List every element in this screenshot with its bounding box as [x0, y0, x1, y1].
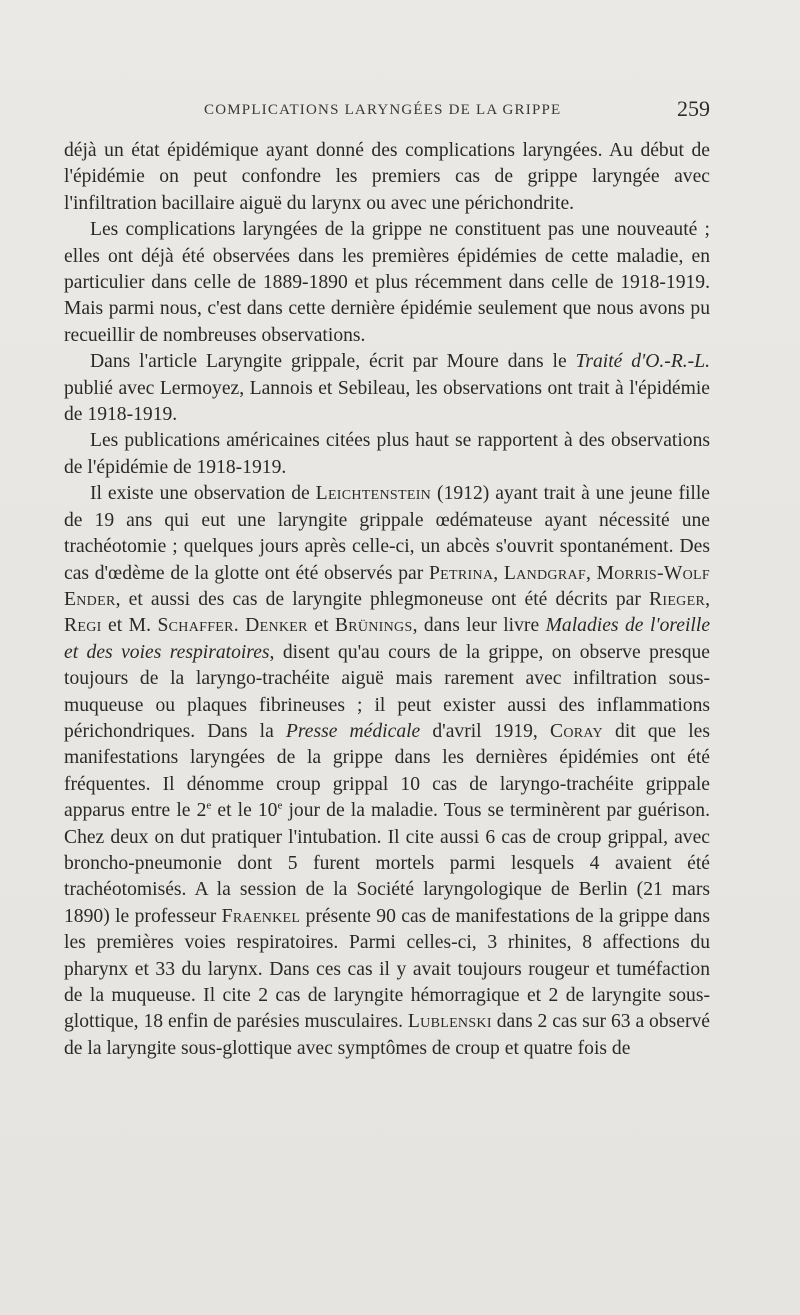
text-run: , disent qu'au cours de la grippe, on observe presque toujours de la laryngo-trachéite aiguë mais rarement avec infiltration sous-muqueuse ou plaques fibrineuses ; il peut exister aussi des inflammations périchondriques. Dans la: [64, 641, 710, 742]
text-run: dit que les manifestations laryngées de la grippe dans les dernières épidémies ont été fréquentes. Il dénomme croup grippal 10 cas de laryngo-trachéite grippale apparus entre le 2: [64, 720, 711, 822]
text-run: ,: [705, 588, 710, 610]
author-name: Petrina: [428, 562, 494, 584]
text-run: et M.: [101, 615, 158, 637]
text-run: présente 90 cas de manifestations de la grippe dans les premières voies respiratoires. Parmi celles-ci, 3 rhinites, 8 affections du pharynx et 33 du larynx. Dans ces cas il y avait toujours rougeur et tuméfaction de la muqueuse. Il cite 2 cas de laryngite hémorragique et 2 de laryngite sous-glottique, 18 enfin de parésies musculaires.: [64, 905, 710, 1033]
page-header: [64, 96, 710, 126]
author-name: Coray: [549, 720, 603, 742]
text-run: , dans leur livre: [412, 615, 546, 637]
text-run: d'avril 1919,: [420, 720, 550, 742]
page-number: 259: [677, 96, 710, 121]
author-name: Leichtenstein: [315, 483, 432, 505]
author-name: Rieger: [649, 588, 706, 610]
superscript: e: [277, 799, 283, 812]
author-name: Lublenski: [407, 1011, 492, 1033]
text-run: et: [307, 615, 335, 637]
text-run: .: [233, 615, 246, 637]
paragraph-5: [64, 481, 710, 1062]
author-name: Regi: [64, 615, 102, 637]
paragraph-1: déjà un état épidémique ayant donné des complications laryngées. Au début de l'épidémie on peut confondre les premiers cas de grippe laryngée avec l'infiltration bacillaire aiguë du larynx ou avec une périchondrite.: [64, 140, 710, 214]
author-name: Schaffer: [157, 615, 234, 637]
book-title: Traité d'O.-R.-L.: [575, 351, 711, 373]
paragraph-4: Les publications américaines citées plus haut se rapportent à des observations de l'épidémie de 1918-1919.: [64, 430, 710, 478]
text-run: ,: [585, 562, 597, 584]
paragraph-2: Les complications laryngées de la grippe ne constituent pas une nouveauté ; elles ont déjà été observées dans les premières épidémies de cette maladie, en particulier dans celle de 1889-1890 et plus récemment dans celle de 1918-1919. Mais parmi nous, c'est dans cette dernière épidémie seulement que nous avons pu recueillir de nombreuses observations.: [64, 219, 710, 346]
book-title: Maladies de l'oreille et des voies respiratoires: [64, 615, 711, 663]
text-run: dans 2 cas sur 63 a observé de la laryngite sous-glottique avec symptômes de croup et quatre fois de: [64, 1011, 710, 1059]
author-name: Fraenkel: [221, 905, 301, 927]
text-run: et le 10: [211, 800, 278, 822]
text-run: (1912) ayant trait à une jeune fille de 19 ans qui eut une laryngite grippale œdémateuse ayant nécessité une trachéotomie ; quelques jours après celle-ci, un abcès s'ouvrit spontanément. Des cas d'œdème de la glotte ont été observés par: [64, 483, 710, 584]
text-run: Dans l'article Laryngite grippale, écrit par Moure dans le: [90, 351, 576, 373]
text-run: jour de la maladie. Tous se terminèrent par guérison. Chez deux on dut pratiquer l'intubation. Il cite aussi 6 cas de croup grippal, avec broncho-pneumonie dont 5 furent mortels parmi lesquels 4 avaient été trachéotomisés. A la session de la Société laryngologique de Berlin (21 mars 1890) le professeur: [64, 800, 710, 927]
paragraph-3: [64, 349, 710, 428]
journal-title: Presse médicale: [285, 720, 421, 742]
text-run: , et aussi des cas de laryngite phlegmoneuse ont été décrits par: [115, 588, 649, 610]
superscript: e: [206, 799, 212, 812]
text-run: ,: [493, 562, 504, 584]
author-name: Brünings: [334, 615, 413, 637]
author-name: Morris-Wolf Ender: [64, 562, 710, 610]
body-text: [64, 138, 710, 1062]
author-name: Landgraf: [503, 562, 586, 584]
running-head: COMPLICATIONS LARYNGÉES DE LA GRIPPE: [204, 102, 562, 118]
author-name: Denker: [245, 615, 308, 637]
text-run: Il existe une observation de: [90, 483, 316, 505]
text-run: publié avec Lermoyez, Lannois et Sebileau, les observations ont trait à l'épidémie de 1918-1919.: [64, 377, 710, 426]
